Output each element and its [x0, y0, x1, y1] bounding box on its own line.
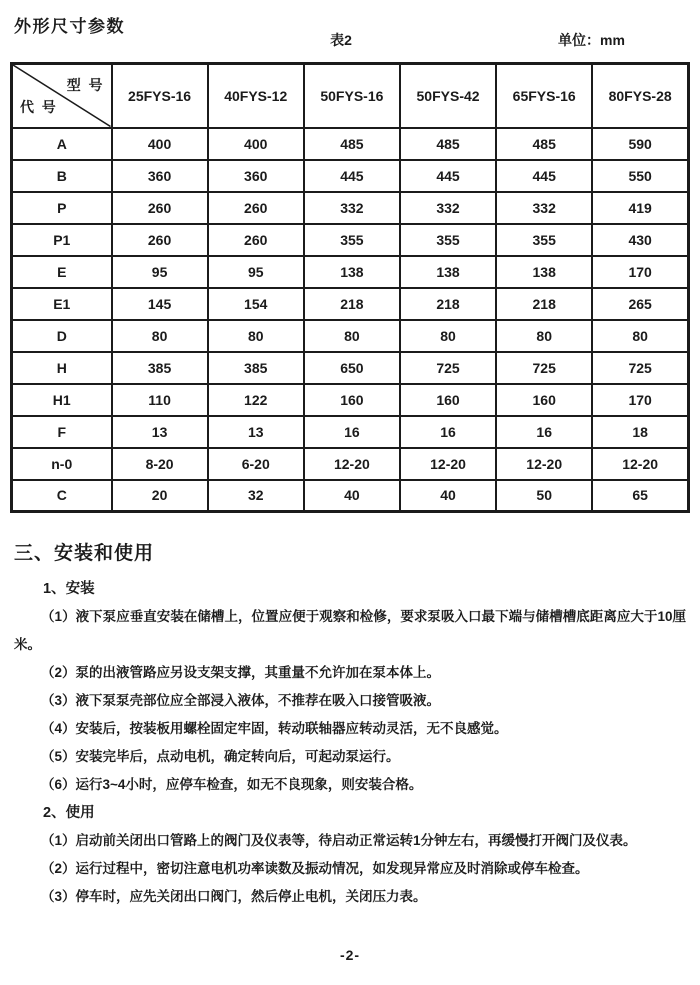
- value-cell: 218: [400, 288, 496, 320]
- page-title: 外形尺寸参数: [14, 17, 125, 36]
- corner-cell: [12, 64, 112, 128]
- column-header: 25FYS-16: [112, 64, 208, 128]
- value-cell: 360: [208, 160, 304, 192]
- page-number: -2-: [339, 947, 361, 963]
- value-cell: 725: [592, 352, 688, 384]
- value-cell: 160: [400, 384, 496, 416]
- paragraph: （3）液下泵泵壳部位应全部浸入液体，不推荐在吸入口接管吸液。: [41, 693, 441, 708]
- column-header: 50FYS-16: [304, 64, 400, 128]
- table-row: [12, 448, 689, 480]
- row-label: A: [12, 128, 112, 160]
- value-cell: 160: [496, 384, 592, 416]
- column-header: 65FYS-16: [496, 64, 592, 128]
- paragraph: （4）安装后，按装板用螺栓固定牢固，转动联轴器应转动灵活，无不良感觉。: [41, 721, 508, 736]
- row-label: C: [12, 480, 112, 512]
- value-cell: 145: [112, 288, 208, 320]
- use-list: [14, 827, 686, 911]
- table-row: [12, 320, 689, 352]
- paragraph: （2）运行过程中，密切注意电机功率读数及振动情况，如发现异常应及时消除或停车检查。: [41, 861, 589, 876]
- value-cell: 360: [112, 160, 208, 192]
- value-cell: 355: [496, 224, 592, 256]
- value-cell: 218: [496, 288, 592, 320]
- table-row: [12, 224, 689, 256]
- value-cell: 400: [208, 128, 304, 160]
- value-cell: 80: [112, 320, 208, 352]
- value-cell: 260: [208, 192, 304, 224]
- value-cell: 260: [112, 192, 208, 224]
- value-cell: 445: [304, 160, 400, 192]
- value-cell: 12-20: [400, 448, 496, 480]
- value-cell: 8-20: [112, 448, 208, 480]
- value-cell: 218: [304, 288, 400, 320]
- value-cell: 16: [400, 416, 496, 448]
- row-label: B: [12, 160, 112, 192]
- value-cell: 355: [304, 224, 400, 256]
- paragraph: （6）运行3~4小时，应停车检查，如无不良现象，则安装合格。: [41, 777, 423, 792]
- value-cell: 400: [112, 128, 208, 160]
- value-cell: 80: [496, 320, 592, 352]
- value-cell: 12-20: [496, 448, 592, 480]
- value-cell: 13: [208, 416, 304, 448]
- install-subheading: 1、安装: [43, 581, 95, 597]
- value-cell: 650: [304, 352, 400, 384]
- table-row: [12, 352, 689, 384]
- use-subheading: 2、使用: [43, 805, 95, 821]
- value-cell: 332: [400, 192, 496, 224]
- table-row: [12, 384, 689, 416]
- value-cell: 65: [592, 480, 688, 512]
- corner-label-model: 型 号: [66, 77, 103, 93]
- value-cell: 430: [592, 224, 688, 256]
- value-cell: 332: [496, 192, 592, 224]
- paragraph: （3）停车时，应先关闭出口阀门，然后停止电机，关闭压力表。: [41, 889, 427, 904]
- value-cell: 16: [496, 416, 592, 448]
- row-label: P: [12, 192, 112, 224]
- install-use-section: [14, 538, 686, 911]
- value-cell: 385: [208, 352, 304, 384]
- column-header: 50FYS-42: [400, 64, 496, 128]
- row-label: P1: [12, 224, 112, 256]
- value-cell: 260: [112, 224, 208, 256]
- table-row: [12, 256, 689, 288]
- value-cell: 445: [496, 160, 592, 192]
- row-label: E1: [12, 288, 112, 320]
- value-cell: 13: [112, 416, 208, 448]
- row-label: F: [12, 416, 112, 448]
- table-row: [12, 288, 689, 320]
- value-cell: 12-20: [592, 448, 688, 480]
- value-cell: 725: [496, 352, 592, 384]
- value-cell: 122: [208, 384, 304, 416]
- header-row: [12, 64, 689, 128]
- paragraph: （5）安装完毕后，点动电机，确定转向后，可起动泵运行。: [41, 749, 400, 764]
- column-header: 80FYS-28: [592, 64, 688, 128]
- table-row: [12, 480, 689, 512]
- value-cell: 40: [304, 480, 400, 512]
- value-cell: 445: [400, 160, 496, 192]
- value-cell: 95: [112, 256, 208, 288]
- value-cell: 170: [592, 256, 688, 288]
- dimension-table-body: [12, 128, 689, 512]
- value-cell: 170: [592, 384, 688, 416]
- value-cell: 385: [112, 352, 208, 384]
- table-row: [12, 160, 689, 192]
- table-row: [12, 128, 689, 160]
- table-row: [12, 416, 689, 448]
- install-list: [14, 603, 686, 799]
- value-cell: 138: [496, 256, 592, 288]
- value-cell: 160: [304, 384, 400, 416]
- value-cell: 154: [208, 288, 304, 320]
- value-cell: 80: [400, 320, 496, 352]
- value-cell: 80: [304, 320, 400, 352]
- value-cell: 6-20: [208, 448, 304, 480]
- value-cell: 138: [400, 256, 496, 288]
- value-cell: 12-20: [304, 448, 400, 480]
- row-label: H1: [12, 384, 112, 416]
- value-cell: 138: [304, 256, 400, 288]
- value-cell: 332: [304, 192, 400, 224]
- unit-label: 单位：mm: [558, 32, 625, 48]
- value-cell: 16: [304, 416, 400, 448]
- value-cell: 110: [112, 384, 208, 416]
- row-label: n-0: [12, 448, 112, 480]
- value-cell: 95: [208, 256, 304, 288]
- value-cell: 50: [496, 480, 592, 512]
- value-cell: 485: [496, 128, 592, 160]
- value-cell: 725: [400, 352, 496, 384]
- document-header: [0, 0, 700, 62]
- value-cell: 355: [400, 224, 496, 256]
- paragraph: （2）泵的出液管路应另设支架支撑，其重量不允许加在泵本体上。: [41, 665, 441, 680]
- column-header: 40FYS-12: [208, 64, 304, 128]
- value-cell: 485: [400, 128, 496, 160]
- row-label: D: [12, 320, 112, 352]
- table-row: [12, 192, 689, 224]
- value-cell: 32: [208, 480, 304, 512]
- corner-label-code: 代 号: [20, 98, 56, 115]
- value-cell: 40: [400, 480, 496, 512]
- paragraph: （1）启动前关闭出口管路上的阀门及仪表等，待启动正常运转1分钟左右，再缓慢打开阀门及仪表。: [41, 833, 637, 848]
- value-cell: 590: [592, 128, 688, 160]
- dimension-table-head: [12, 64, 689, 128]
- row-label: H: [12, 352, 112, 384]
- value-cell: 419: [592, 192, 688, 224]
- row-label: E: [12, 256, 112, 288]
- value-cell: 80: [592, 320, 688, 352]
- value-cell: 18: [592, 416, 688, 448]
- value-cell: 550: [592, 160, 688, 192]
- value-cell: 485: [304, 128, 400, 160]
- section-heading: 三、安装和使用: [14, 543, 155, 564]
- value-cell: 265: [592, 288, 688, 320]
- value-cell: 80: [208, 320, 304, 352]
- table-caption: 表2: [330, 32, 352, 48]
- value-cell: 260: [208, 224, 304, 256]
- paragraph: （1）液下泵应垂直安装在储槽上，位置应便于观察和检修，要求泵吸入口最下端与储槽槽底距离应大于10厘米。: [14, 609, 686, 652]
- dimension-table: [10, 62, 690, 513]
- value-cell: 20: [112, 480, 208, 512]
